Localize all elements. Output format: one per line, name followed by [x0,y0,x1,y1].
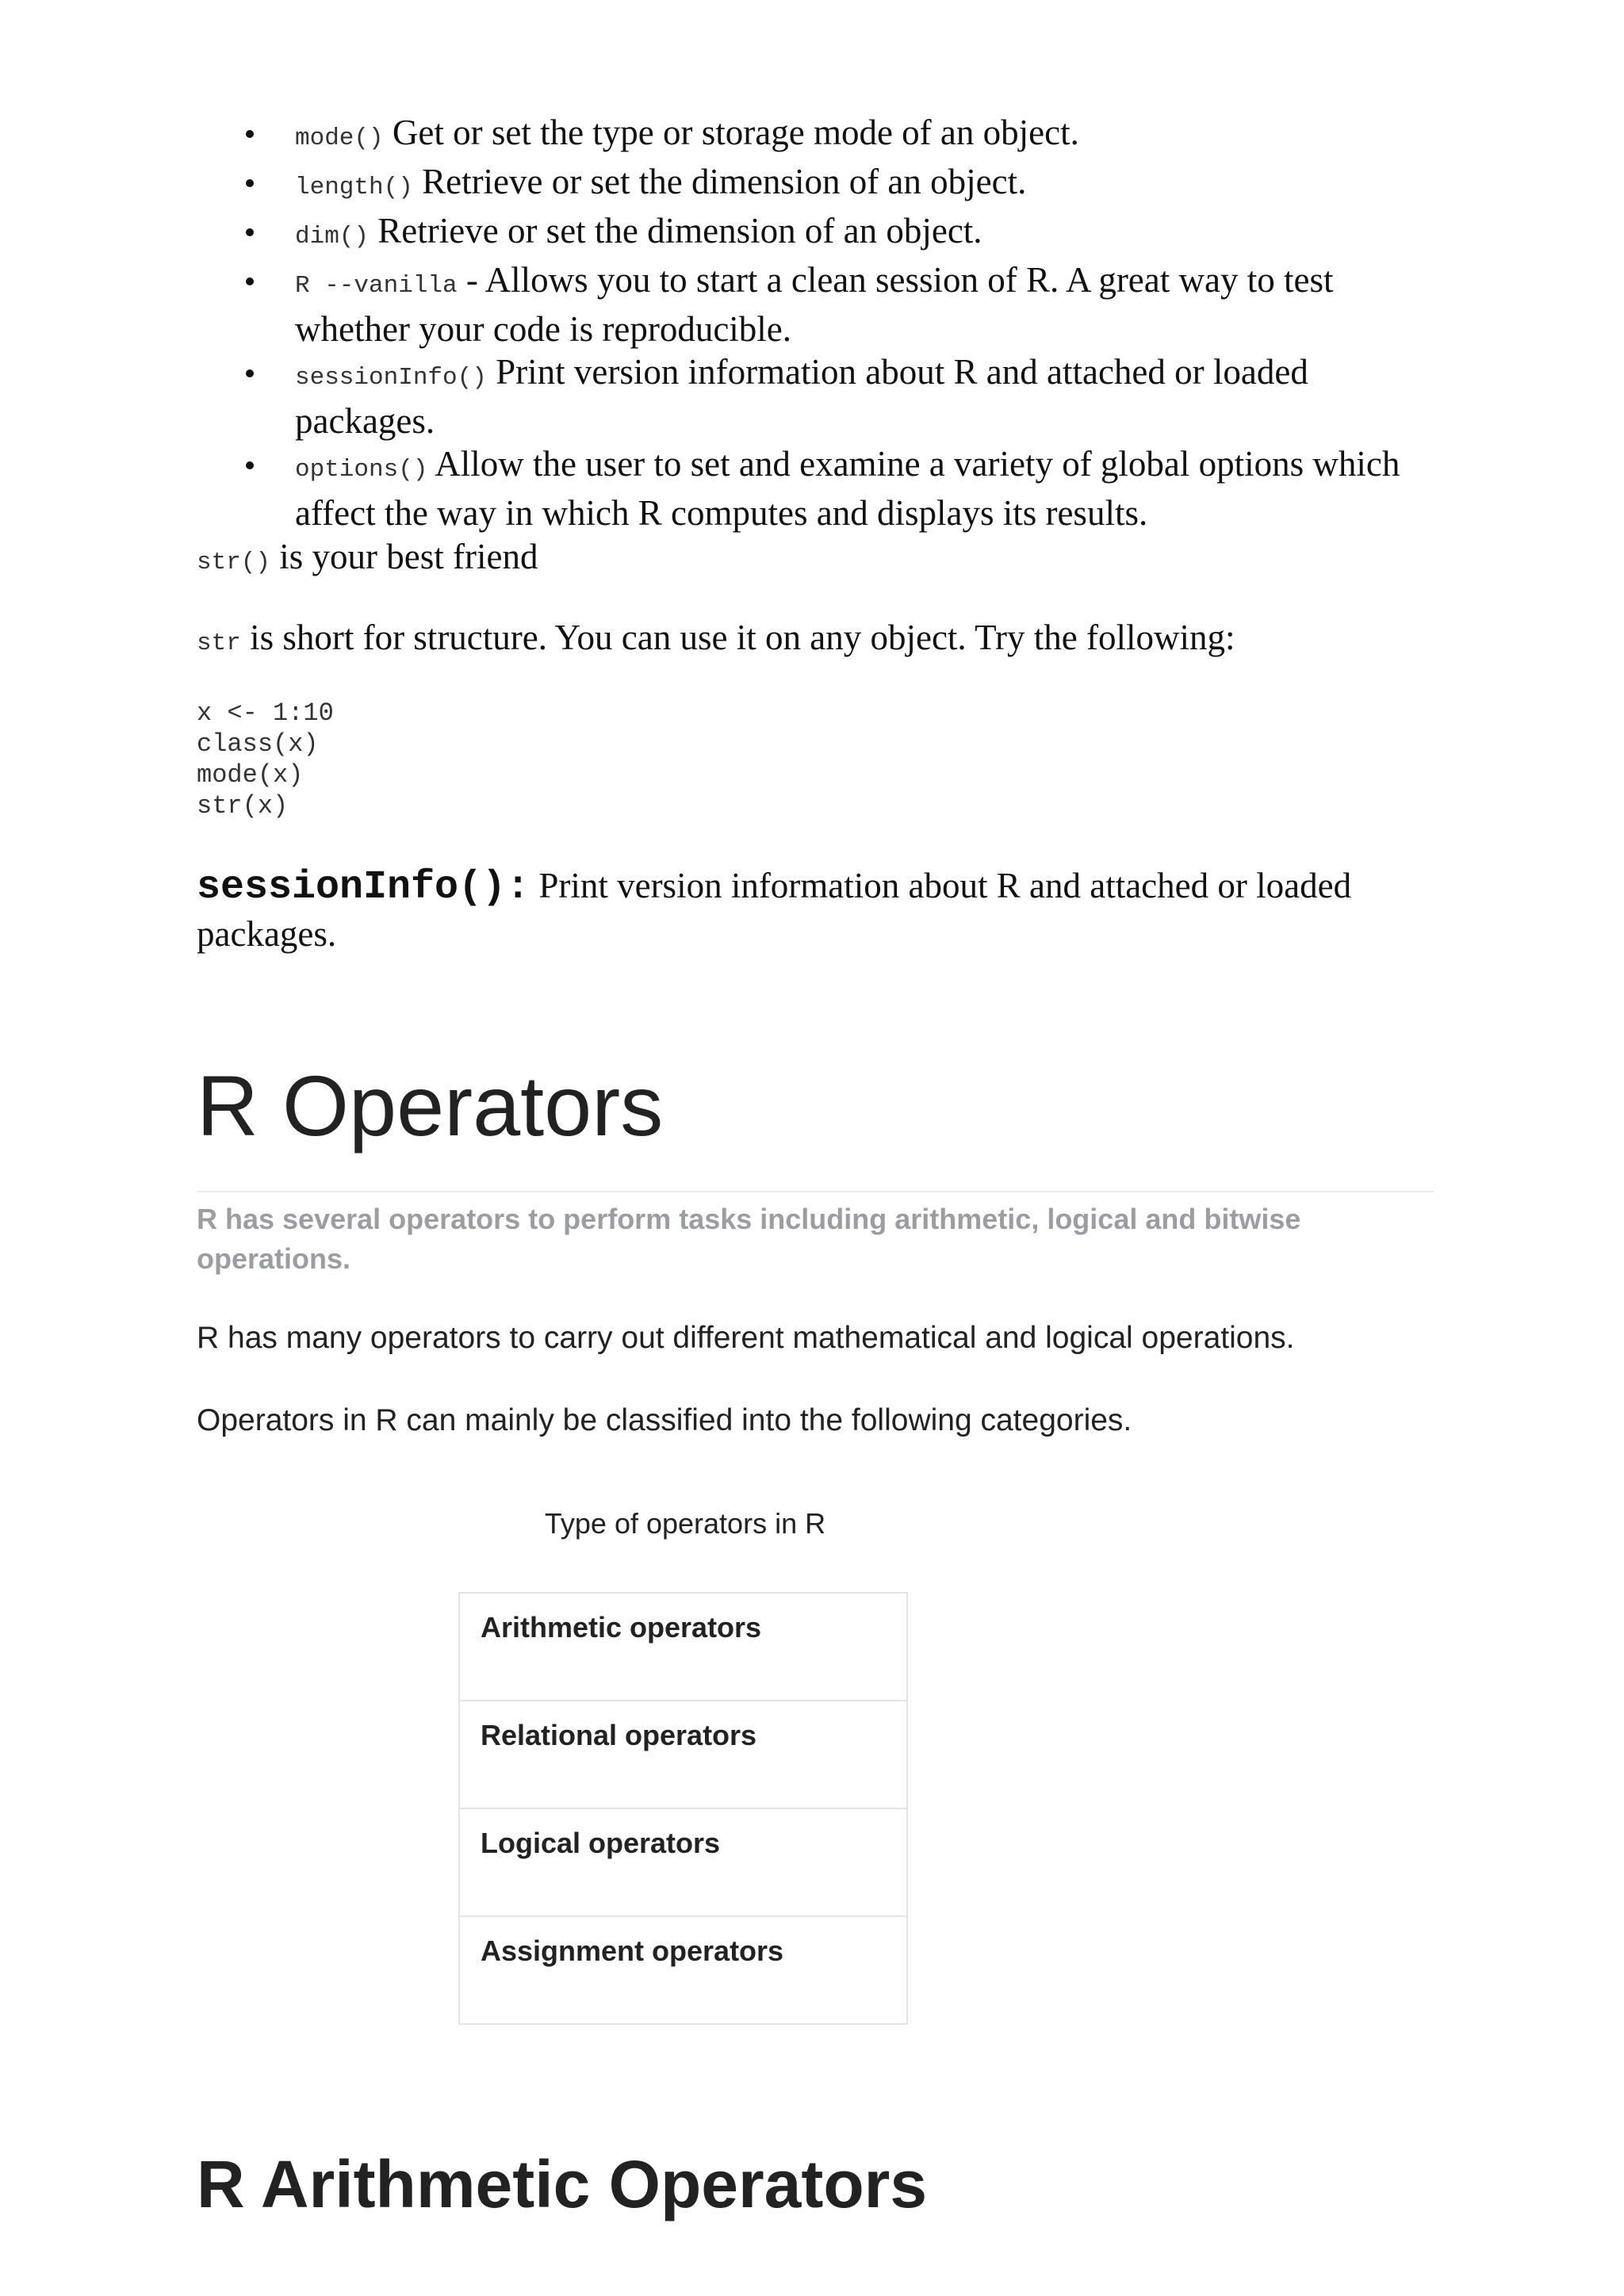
inline-code: mode() [295,124,384,152]
code-example: x <- 1:10 class(x) mode(x) str(x) [197,698,334,821]
list-item-text: Retrieve or set the dimension of an object. [369,211,982,251]
cell-text: Assignment operators [481,1934,784,1967]
bullet-icon [246,179,254,187]
categories-paragraph: Operators in R can mainly be classified into the following categories. [197,1403,1132,1437]
lead-text: R has several operators to perform tasks including arithmetic, logical and bitwise operations. [197,1203,1301,1275]
list-item [246,160,1435,209]
cell-text: Arithmetic operators [481,1611,762,1644]
inline-code: sessionInfo(): [197,865,530,910]
list-item [246,350,1435,442]
intro-paragraph: R has many operators to carry out different mathematical and logical operations. [197,1321,1295,1355]
list-item-text: - Allows you to start a clean session of R. A great way to test whether your code is reproducible. [295,260,1334,349]
inline-code: dim() [295,223,370,251]
inline-code: length() [295,174,413,201]
table-cell [459,1808,907,1916]
inline-code: options() [295,456,428,484]
list-item [246,209,1435,258]
table-cell [459,1916,907,2024]
table-row [459,1808,907,1916]
page-title: R Operators [197,1058,664,1154]
cell-text: Logical operators [481,1827,721,1859]
paragraph-text: is your best friend [270,537,538,576]
list-item-text: Allow the user to set and examine a variety of global options which affect the way in which R computes and displays its results. [295,444,1400,533]
bullet-icon [246,130,254,138]
inline-code: R --vanilla [295,272,458,300]
operator-types-table [458,1592,908,2025]
table-cell [459,1701,907,1808]
inline-code: sessionInfo() [295,364,487,392]
cell-text: Relational operators [481,1719,757,1751]
inline-code: str [197,629,241,657]
bullet-icon [246,369,254,377]
table-row [459,1593,907,1701]
inline-code: str() [197,549,271,576]
list-item [246,111,1435,160]
table-cell [459,1593,907,1701]
bullet-icon [246,228,254,236]
table-row [459,1701,907,1808]
bullet-icon [246,277,254,285]
list-item [246,258,1435,350]
table-row [459,1916,907,2024]
paragraph-text: is short for structure. You can use it on any object. Try the following: [240,618,1235,657]
list-item-text: Print version information about R and attached or loaded packages. [295,352,1308,441]
list-item [246,442,1435,534]
section-heading: R Arithmetic Operators [197,2147,928,2221]
list-item-text: Retrieve or set the dimension of an object. [412,162,1027,201]
str-best-friend-paragraph [197,535,538,584]
str-structure-paragraph [197,616,1235,665]
session-info-paragraph [197,863,1450,957]
bullet-icon [246,461,254,469]
list-item-text: Get or set the type or storage mode of an object. [383,113,1079,152]
paragraph-text: Print version information about R and attached or loaded packages. [197,866,1352,954]
function-list [246,111,1435,534]
divider [197,1191,1434,1192]
table-caption: Type of operators in R [544,1507,826,1540]
